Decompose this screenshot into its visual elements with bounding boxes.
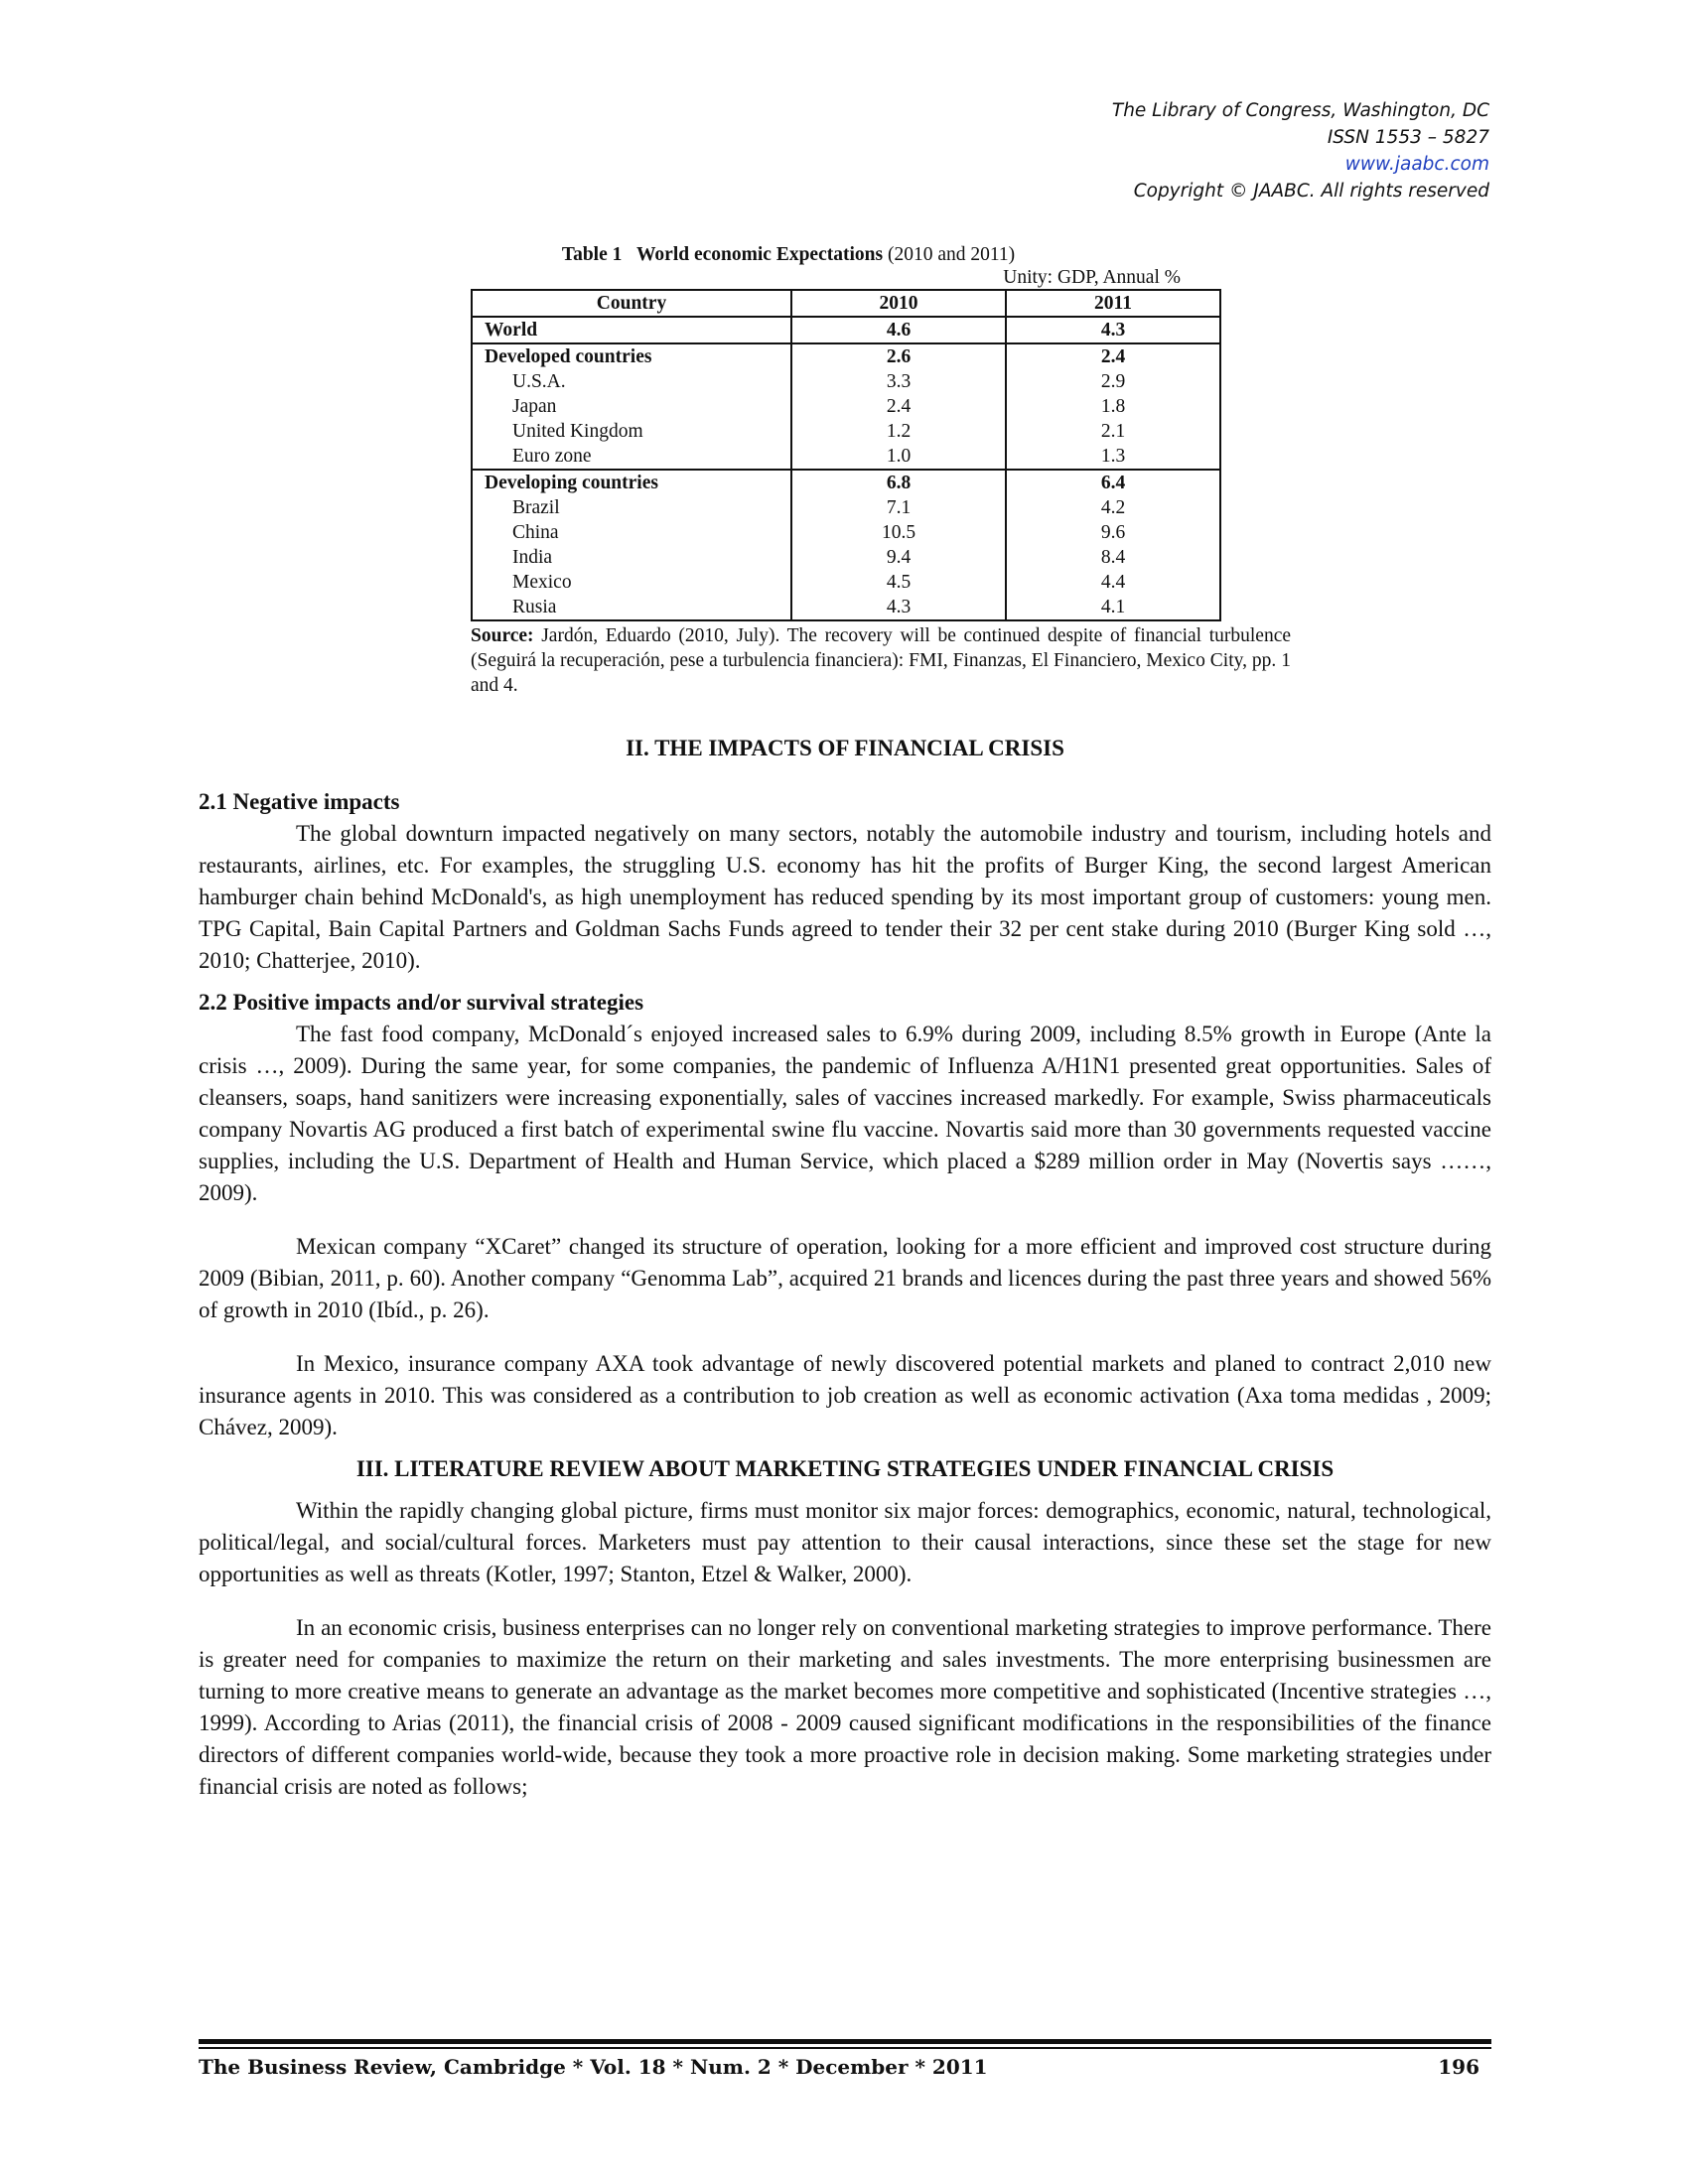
footer-rule-thin (199, 2047, 1491, 2049)
cell-country: Brazil (472, 495, 791, 520)
source-label: Source: (471, 625, 534, 646)
cell-2010: 6.8 (791, 470, 1006, 495)
page-footer (199, 2055, 1479, 2079)
table-row (472, 545, 1220, 570)
table-caption-label: Table 1 (561, 244, 623, 265)
table-caption-title: World economic Expectations (636, 244, 884, 265)
cell-2011: 1.3 (1006, 444, 1220, 470)
header-website-link[interactable]: www.jaabc.com (1344, 154, 1489, 175)
table-row (472, 520, 1220, 545)
paragraph: Within the rapidly changing global picture, firms must monitor six major forces: demographics, economic, natural, technological, political/legal, and social/cultural forces. Marketers must pay attention to their causal interactions, since these set the stage for new opportunities as well as threats (Kotler, 1997; Stanton, Etzel & Walker, 2000). (199, 1498, 1491, 1586)
cell-2010: 1.0 (791, 444, 1006, 470)
cell-2011: 4.3 (1006, 317, 1220, 343)
table-row (472, 570, 1220, 595)
cell-country: U.S.A. (472, 369, 791, 394)
table-caption-years: (2010 and 2011) (887, 244, 1016, 265)
header-2010: 2010 (791, 290, 1006, 317)
cell-country: World (472, 317, 791, 343)
cell-2011: 2.9 (1006, 369, 1220, 394)
cell-2010: 7.1 (791, 495, 1006, 520)
footer-journal: The Business Review, Cambridge * Vol. 18 * Num. 2 * December * 2011 (199, 2055, 988, 2079)
paragraph: Mexican company “XCaret” changed its structure of operation, looking for a more efficient and improved cost structure during 2009 (Bibian, 2011, p. 60). Another company “Genomma Lab”, acquired 21 brands and licences during the past three years and showed 56% of growth in 2010 (Ibíd., p. 26). (199, 1234, 1491, 1322)
cell-country: United Kingdom (472, 419, 791, 444)
section-2-heading: II. THE IMPACTS OF FINANCIAL CRISIS (626, 736, 1064, 760)
cell-2010: 9.4 (791, 545, 1006, 570)
cell-country: Developed countries (472, 343, 791, 369)
table-row (472, 419, 1220, 444)
subsection-2-1-heading: 2.1 Negative impacts (199, 789, 400, 814)
table-source (471, 623, 1291, 698)
gdp-table (471, 289, 1221, 621)
paragraph: The global downturn impacted negatively on many sectors, notably the automobile industry and tourism, including hotels and restaurants, airlines, etc. For examples, the struggling U.S. economy has hit the profits of Burger King, the second largest American hamburger chain behind McDonald's, as high unemployment has reduced spending by its most important group of customers: young men. TPG Capital, Bain Capital Partners and Goldman Sachs Funds agreed to tender their 32 per cent stake during 2010 (Burger King sold …, 2010; Chatterjee, 2010). (199, 821, 1491, 973)
cell-2011: 1.8 (1006, 394, 1220, 419)
table-unit: Unity: GDP, Annual % (1003, 267, 1181, 288)
table-caption (471, 242, 1106, 267)
cell-2010: 4.3 (791, 595, 1006, 620)
cell-2010: 2.4 (791, 394, 1006, 419)
page-header (1112, 97, 1489, 205)
cell-country: China (472, 520, 791, 545)
table-block (471, 242, 1291, 698)
header-issn: ISSN 1553 – 5827 (1327, 127, 1489, 148)
cell-2011: 4.2 (1006, 495, 1220, 520)
cell-2011: 4.1 (1006, 595, 1220, 620)
header-country: Country (472, 290, 791, 317)
table-row (472, 343, 1220, 369)
cell-country: Mexico (472, 570, 791, 595)
cell-2011: 2.4 (1006, 343, 1220, 369)
cell-2010: 4.6 (791, 317, 1006, 343)
cell-2010: 10.5 (791, 520, 1006, 545)
cell-2011: 4.4 (1006, 570, 1220, 595)
cell-2010: 2.6 (791, 343, 1006, 369)
section-3-heading: III. LITERATURE REVIEW ABOUT MARKETING STRATEGIES UNDER FINANCIAL CRISIS (355, 1456, 1335, 1481)
header-2011: 2011 (1006, 290, 1220, 317)
cell-country: Euro zone (472, 444, 791, 470)
footer-page-number: 196 (1438, 2055, 1479, 2079)
cell-2010: 1.2 (791, 419, 1006, 444)
subsection-2-2-heading: 2.2 Positive impacts and/or survival strategies (199, 990, 644, 1015)
cell-2010: 4.5 (791, 570, 1006, 595)
table-row (472, 444, 1220, 470)
cell-2011: 2.1 (1006, 419, 1220, 444)
table-row (472, 470, 1220, 495)
header-library: The Library of Congress, Washington, DC (1111, 100, 1489, 121)
cell-2011: 9.6 (1006, 520, 1220, 545)
table-row (472, 595, 1220, 620)
table-header-row (472, 290, 1220, 317)
source-text: Jardón, Eduardo (2010, July). The recovery will be continued despite of financial turbulence (Seguirá la recuperación, pese a turbulencia financiera): FMI, Finanzas, El Financiero, Mexico City, pp. 1 and 4. (471, 625, 1292, 696)
cell-2011: 8.4 (1006, 545, 1220, 570)
article-body (199, 733, 1491, 1803)
table-row (472, 317, 1220, 343)
cell-country: Rusia (472, 595, 791, 620)
header-copyright: Copyright © JAABC. All rights reserved (1133, 181, 1489, 202)
cell-2011: 6.4 (1006, 470, 1220, 495)
cell-2010: 3.3 (791, 369, 1006, 394)
table-row (472, 394, 1220, 419)
cell-country: Developing countries (472, 470, 791, 495)
paragraph: In Mexico, insurance company AXA took advantage of newly discovered potential markets and planed to contract 2,010 new insurance agents in 2010. This was considered as a contribution to job creation as well as economic activation (Axa toma medidas , 2009; Chávez, 2009). (199, 1351, 1491, 1439)
cell-country: India (472, 545, 791, 570)
footer-rule-thick (199, 2039, 1491, 2044)
cell-country: Japan (472, 394, 791, 419)
table-row (472, 495, 1220, 520)
table-row (472, 369, 1220, 394)
paragraph: The fast food company, McDonald´s enjoyed increased sales to 6.9% during 2009, including 8.5% growth in Europe (Ante la crisis …, 2009). During the same year, for some companies, the pandemic of Influenza A/H1N1 presented great opportunities. Sales of cleansers, soaps, hand sanitizers were increasing exponentially, sales of vaccines increased markedly. For example, Swiss pharmaceuticals company Novartis AG produced a first batch of experimental swine flu vaccine. Novartis said more than 30 governments requested vaccine supplies, including the U.S. Department of Health and Human Service, which placed a $289 million order in May (Novertis says ……, 2009). (199, 1022, 1491, 1205)
paragraph: In an economic crisis, business enterprises can no longer rely on conventional marketing strategies to improve performance. There is greater need for companies to maximize the return on their marketing and sales investments. The more enterprising businessmen are turning to more creative means to generate an advantage as the market becomes more competitive and sophisticated (Incentive strategies …, 1999). According to Arias (2011), the financial crisis of 2008 - 2009 caused significant modifications in the responsibilities of the finance directors of different companies world-wide, because they took a more proactive role in decision making. Some marketing strategies under financial crisis are noted as follows; (199, 1615, 1491, 1799)
